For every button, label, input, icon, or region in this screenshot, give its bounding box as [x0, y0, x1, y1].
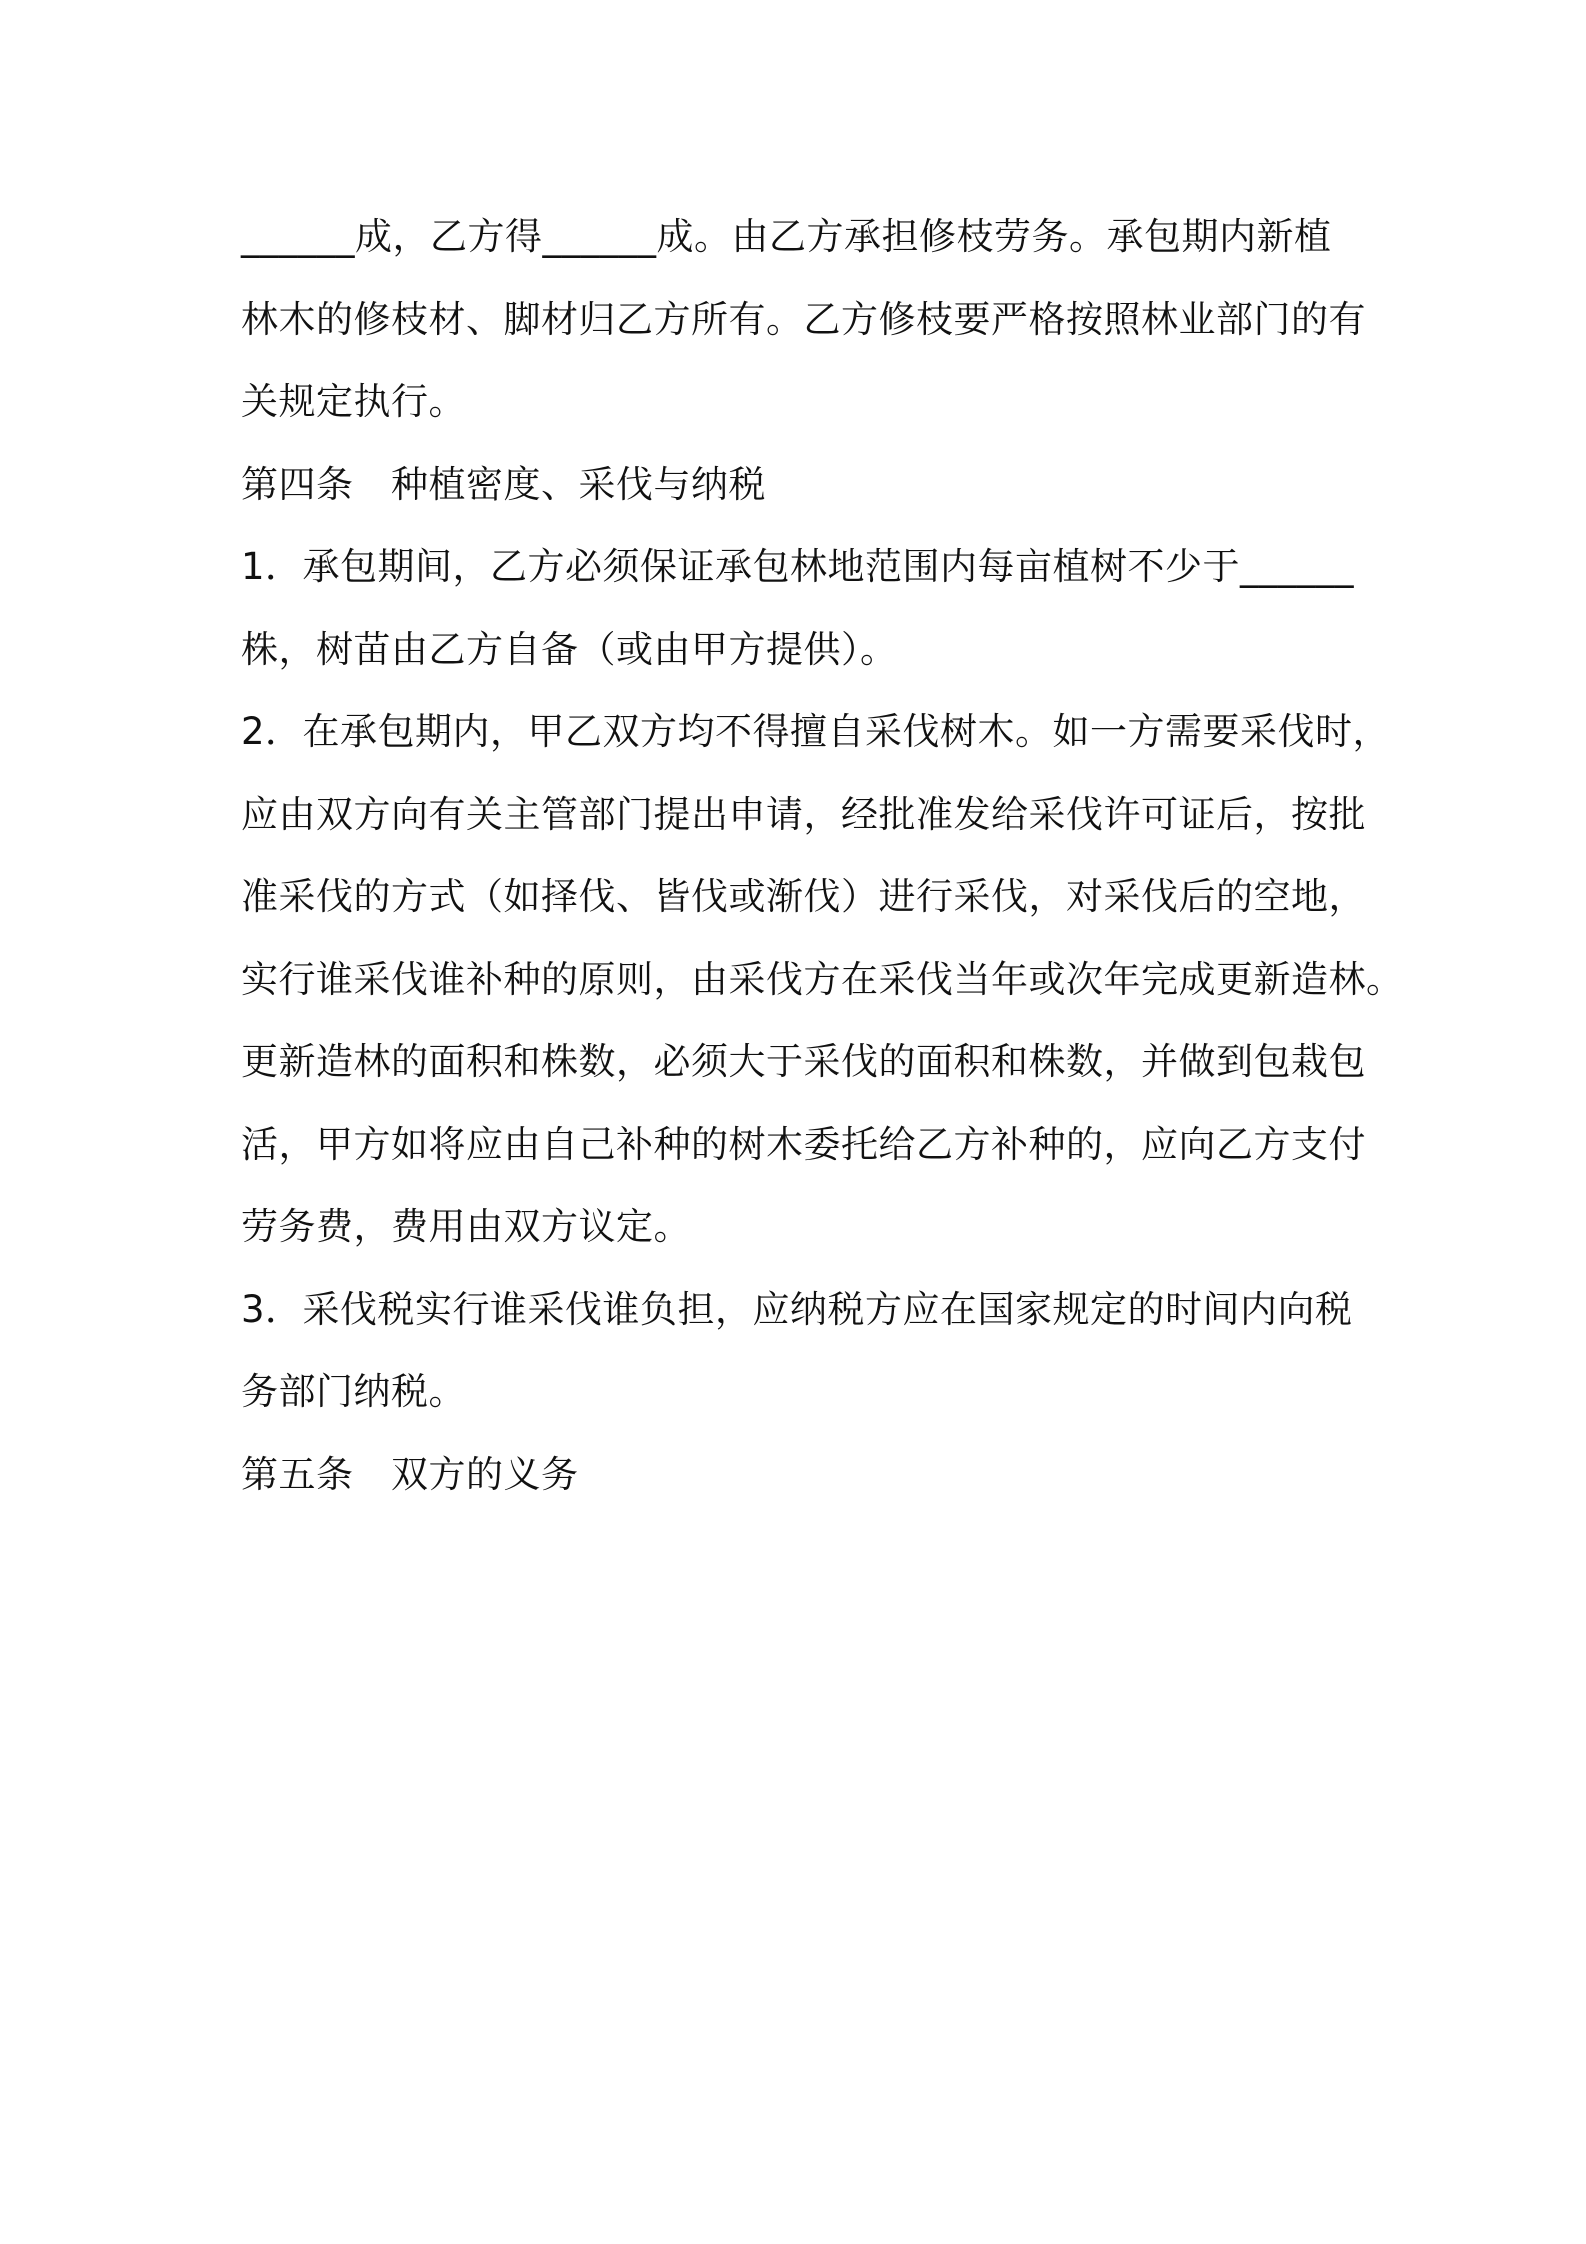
text-line: 株，树苗由乙方自备（或由甲方提供）。	[241, 627, 898, 671]
section-heading-article-5: 第五条 双方的义务	[241, 1452, 579, 1496]
text-line: 关规定执行。	[241, 380, 466, 423]
text-line: 准采伐的方式（如择伐、皆伐或渐伐）进行采伐，对采伐后的空地，	[241, 875, 1366, 918]
text-line: 3．采伐税实行谁采伐谁负担，应纳税方应在国家规定的时间内向税	[241, 1287, 1353, 1331]
text-line: 实行谁采伐谁补种的原则，由采伐方在采伐当年或次年完成更新造林。	[241, 957, 1404, 1001]
document-body	[241, 196, 1404, 1516]
text-line: 活，甲方如将应由自己补种的树木委托给乙方补种的，应向乙方支付	[241, 1122, 1366, 1166]
section-heading-article-4: 第四条 种植密度、采伐与纳税	[241, 462, 766, 506]
text-line: 务部门纳税。	[241, 1370, 466, 1413]
text-line: 应由双方向有关主管部门提出申请，经批准发给采伐许可证后，按批	[241, 792, 1366, 836]
text-line: 劳务费，费用由双方议定。	[241, 1205, 691, 1248]
text-line: 2．在承包期内，甲乙双方均不得擅自采伐树木。如一方需要采伐时，	[241, 710, 1391, 753]
text-line: 更新造林的面积和株数，必须大于采伐的面积和株数，并做到包栽包	[241, 1040, 1366, 1083]
text-line: 林木的修枝材、脚材归乙方所有。乙方修枝要严格按照林业部门的有	[241, 297, 1366, 341]
text-line: ______成，乙方得______成。由乙方承担修枝劳务。承包期内新植	[241, 215, 1332, 258]
text-line: 1．承包期间，乙方必须保证承包林地范围内每亩植树不少于______	[241, 545, 1355, 588]
